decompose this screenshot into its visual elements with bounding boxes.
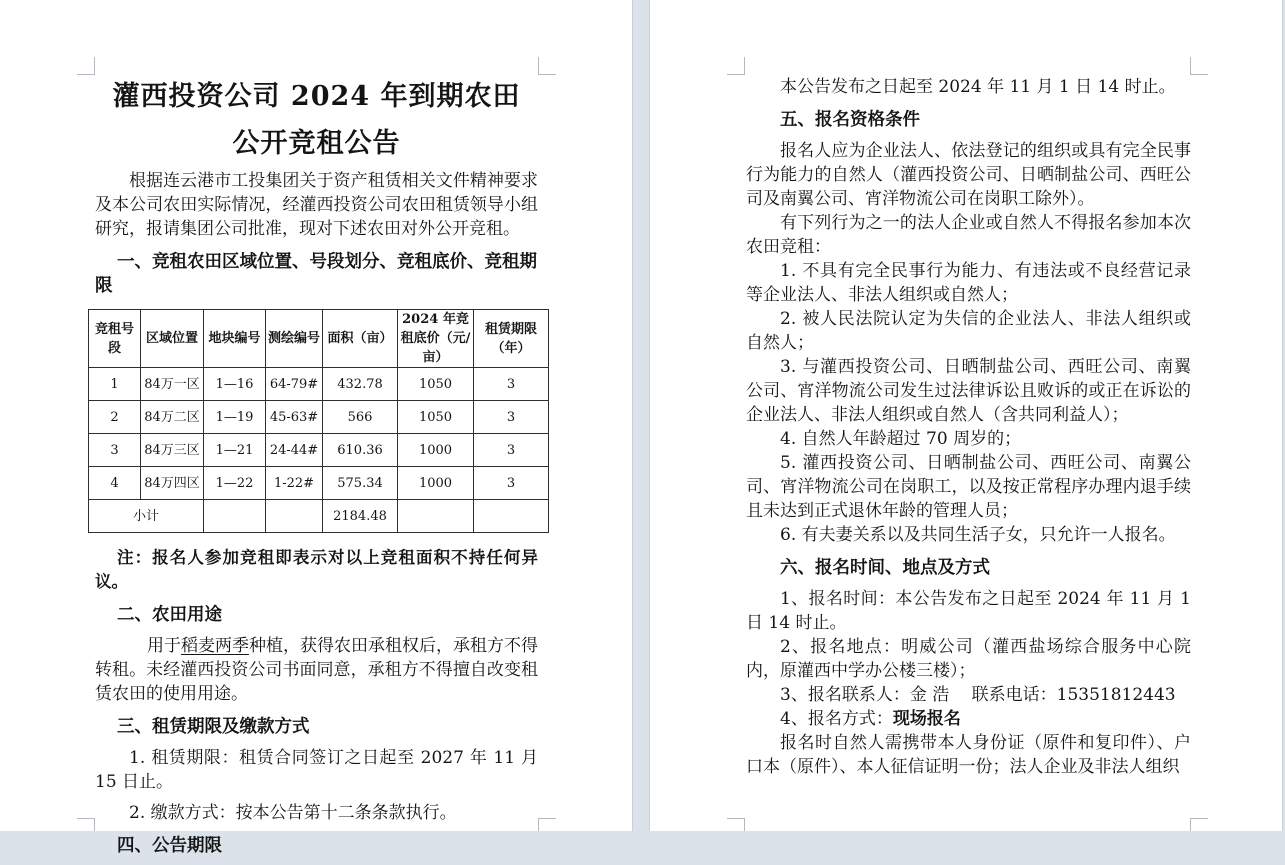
table-cell: 24-44# bbox=[266, 434, 323, 467]
eligibility-item: 3. 与灌西投资公司、日晒制盐公司、西旺公司、南翼公司、宵洋物流公司发生过法律诉讼且败诉的或正在诉讼的企业法人、非法人组织或自然人（含共同利益人）； bbox=[746, 357, 1191, 425]
table-row bbox=[89, 467, 549, 500]
section-1-heading: 一、竞租农田区域位置、号段划分、竞租底价、竞租期限 bbox=[95, 252, 537, 296]
margin-crop-mark bbox=[1190, 57, 1208, 75]
table-cell: 1-22# bbox=[266, 467, 323, 500]
table-cell: 3 bbox=[474, 467, 549, 500]
table-cell bbox=[474, 500, 549, 533]
table-header-cell: 面积（亩） bbox=[323, 310, 398, 368]
table-cell: 45-63# bbox=[266, 401, 323, 434]
table-header-row bbox=[89, 310, 549, 368]
signup-contact-item: 3、报名联系人：金 浩 联系电话：15351812443 bbox=[780, 685, 1176, 705]
page-2-content bbox=[746, 75, 1191, 779]
document-title-line-1: 灌西投资公司 2024 年到期农田 bbox=[112, 81, 521, 112]
table-cell: 566 bbox=[323, 401, 398, 434]
signup-place-item: 2、报名地点：明威公司（灌西盐场综合服务中心院内，原灌西中学办公楼三楼）； bbox=[746, 637, 1191, 681]
table-header-cell: 区域位置 bbox=[141, 310, 204, 368]
payment-method-item: 2. 缴款方式：按本公告第十二条条款执行。 bbox=[129, 803, 457, 823]
table-cell: 84万二区 bbox=[141, 401, 204, 434]
table-row bbox=[89, 368, 549, 401]
page-1-content bbox=[95, 75, 538, 865]
margin-crop-mark bbox=[77, 818, 95, 831]
eligibility-item: 1. 不具有完全民事行为能力、有违法或不良经营记录等企业法人、非法人组织或自然人； bbox=[746, 261, 1191, 305]
table-cell: 1—22 bbox=[204, 467, 266, 500]
table-row bbox=[89, 434, 549, 467]
eligibility-item: 4. 自然人年龄超过 70 周岁的； bbox=[780, 429, 1022, 449]
section-2-paragraph bbox=[95, 634, 538, 706]
table-cell: 1—21 bbox=[204, 434, 266, 467]
margin-crop-mark bbox=[1190, 818, 1208, 831]
document-title-line-2: 公开竞租公告 bbox=[232, 128, 401, 159]
table-cell: 575.34 bbox=[323, 467, 398, 500]
table-cell: 4 bbox=[89, 467, 141, 500]
table-cell: 3 bbox=[474, 401, 549, 434]
documents-paragraph: 报名时自然人需携带本人身份证（原件和复印件）、户口本（原件）、本人征信证明一份；法人企业及非法人组织 bbox=[746, 733, 1191, 777]
table-note: 注：报名人参加竞租即表示对以上竞租面积不持任何异议。 bbox=[95, 548, 538, 591]
announce-period-paragraph: 本公告发布之日起至 2024 年 11 月 1 日 14 时止。 bbox=[780, 77, 1176, 97]
margin-crop-mark bbox=[538, 818, 556, 831]
usage-underlined-term: 稻麦两季 bbox=[181, 636, 249, 656]
table-cell: 1—16 bbox=[204, 368, 266, 401]
section-4-heading: 四、公告期限 bbox=[117, 836, 222, 856]
table-header-cell: 租赁期限（年） bbox=[474, 310, 549, 368]
document-page-2 bbox=[649, 0, 1283, 831]
signup-method-label: 4、报名方式： bbox=[780, 709, 893, 729]
usage-suffix: 种植，获得农田承租权后，承租方不得转租。未经灌西投资公司书面同意，承租方不得擅自改变租赁农田的使用用途。 bbox=[95, 636, 538, 704]
table-cell: 84万三区 bbox=[141, 434, 204, 467]
table-cell bbox=[398, 500, 474, 533]
usage-prefix: 用于 bbox=[147, 636, 181, 656]
table-cell: 64-79# bbox=[266, 368, 323, 401]
table-cell: 610.36 bbox=[323, 434, 398, 467]
table-cell: 1050 bbox=[398, 368, 474, 401]
section-6-heading: 六、报名时间、地点及方式 bbox=[780, 558, 990, 578]
section-5-heading: 五、报名资格条件 bbox=[780, 110, 920, 130]
forbidden-intro-paragraph: 有下列行为之一的法人企业或自然人不得报名参加本次农田竞租： bbox=[746, 213, 1191, 257]
table-cell bbox=[266, 500, 323, 533]
eligibility-item: 2. 被人民法院认定为失信的企业法人、非法人组织或自然人； bbox=[746, 309, 1191, 353]
subtotal-label-cell: 小计 bbox=[89, 500, 204, 533]
eligibility-item: 6. 有夫妻关系以及共同生活子女，只允许一人报名。 bbox=[780, 525, 1176, 545]
signup-time-item: 1、报名时间：本公告发布之日起至 2024 年 11 月 1 日 14 时止。 bbox=[746, 589, 1191, 633]
margin-crop-mark bbox=[727, 818, 745, 831]
table-cell bbox=[204, 500, 266, 533]
table-cell: 1—19 bbox=[204, 401, 266, 434]
table-header-cell: 2024 年竞租底价（元/亩） bbox=[398, 310, 474, 368]
lease-term-item: 1. 租赁期限：租赁合同签订之日起至 2027 年 11 月 15 日止。 bbox=[95, 748, 538, 792]
table-cell: 1050 bbox=[398, 401, 474, 434]
section-3-heading: 三、租赁期限及缴款方式 bbox=[117, 717, 310, 737]
document-page-1 bbox=[0, 0, 633, 856]
subtotal-area-cell: 2184.48 bbox=[323, 500, 398, 533]
intro-paragraph: 根据连云港市工投集团关于资产租赁相关文件精神要求及本公司农田实际情况，经灌西投资公司农田租赁领导小组研究，报请集团公司批准，现对下述农田对外公开竞租。 bbox=[95, 171, 538, 239]
table-row bbox=[89, 401, 549, 434]
table-cell: 2 bbox=[89, 401, 141, 434]
margin-crop-mark bbox=[538, 57, 556, 75]
table-cell: 84万一区 bbox=[141, 368, 204, 401]
table-header-cell: 竞租号段 bbox=[89, 310, 141, 368]
margin-crop-mark bbox=[77, 57, 95, 75]
table-cell: 1000 bbox=[398, 434, 474, 467]
table-subtotal-row bbox=[89, 500, 549, 533]
rent-table bbox=[88, 309, 549, 533]
signup-method-value: 现场报名 bbox=[892, 709, 961, 729]
margin-crop-mark bbox=[727, 57, 745, 75]
table-header-cell: 地块编号 bbox=[204, 310, 266, 368]
signup-method-item bbox=[746, 707, 1191, 731]
table-cell: 3 bbox=[89, 434, 141, 467]
table-cell: 84万四区 bbox=[141, 467, 204, 500]
table-cell: 3 bbox=[474, 368, 549, 401]
table-cell: 432.78 bbox=[323, 368, 398, 401]
section-2-heading: 二、农田用途 bbox=[117, 605, 222, 625]
table-header-cell: 测绘编号 bbox=[266, 310, 323, 368]
eligible-paragraph: 报名人应为企业法人、依法登记的组织或具有完全民事行为能力的自然人（灌西投资公司、日晒制盐公司、西旺公司及南翼公司、宵洋物流公司在岗职工除外）。 bbox=[746, 141, 1191, 209]
eligibility-item: 5. 灌西投资公司、日晒制盐公司、西旺公司、南翼公司、宵洋物流公司在岗职工，以及按正常程序办理内退手续且未达到正式退休年龄的管理人员； bbox=[746, 453, 1191, 521]
table-cell: 1 bbox=[89, 368, 141, 401]
table-cell: 3 bbox=[474, 434, 549, 467]
table-cell: 1000 bbox=[398, 467, 474, 500]
